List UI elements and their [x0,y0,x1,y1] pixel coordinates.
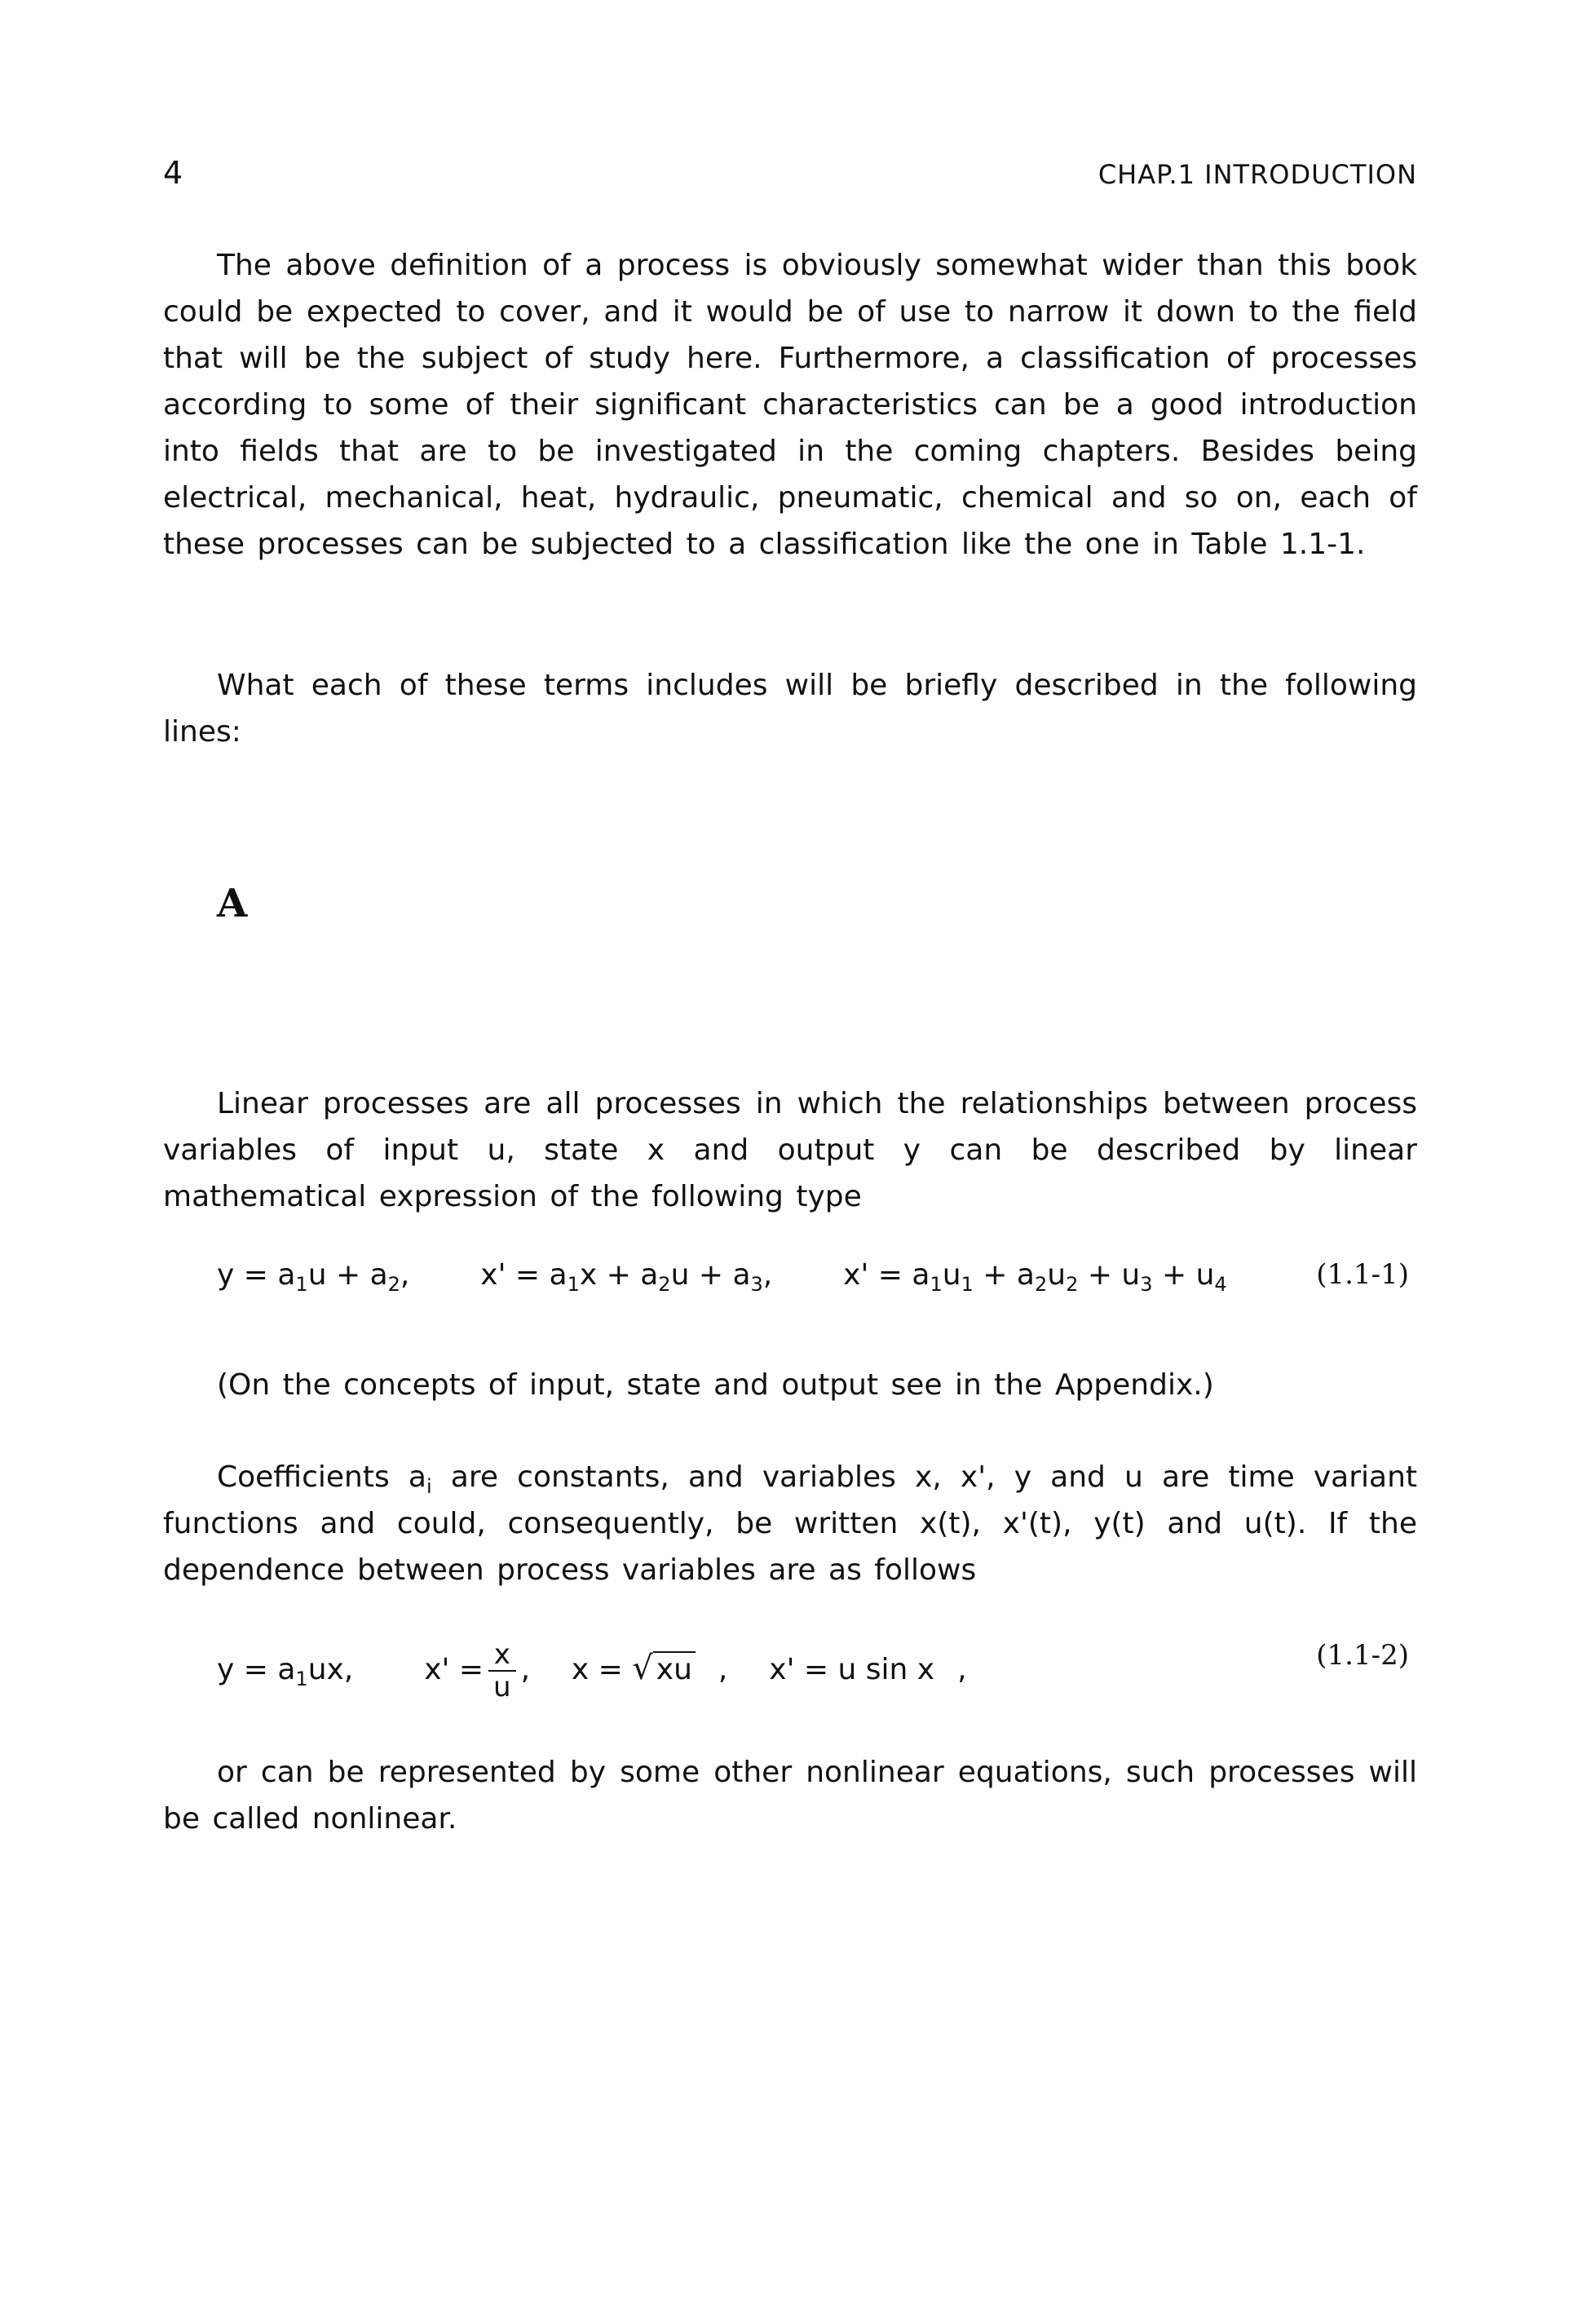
eq2-c-pre: x = [571,1653,623,1686]
paragraph-terms-intro: What each of these terms includes will be briefly described in the following lines: [163,669,1417,749]
eq2-c-end: , [718,1653,728,1686]
eq2-a-pre: y = a [217,1653,296,1686]
eq1-term-a [217,1258,410,1296]
eq2-b-end: , [520,1653,531,1686]
eq1-b-sub3: 3 [750,1273,763,1296]
equation-1-1-2-body [217,1639,967,1703]
eq1-a-pre: y = a [217,1258,296,1292]
equation-1-1-2 [217,1639,1417,1704]
eq1-a-sub2: 2 [387,1273,400,1296]
eq1-c-sub1: 1 [930,1273,943,1296]
paragraph-nonlinear: or can be represented by some other nonlinear equations, such processes will be called nonlinear. [163,1756,1417,1836]
paragraph-process-classification: The above definition of a process is obviously somewhat wider than this book could be expected to cover, and it would be of use to narrow it down to the field that will be the subject of study here. Furthermore, a classification of processes according to some of their significant characteristics can be a good introduction into fields that are to be investigated in the coming chapters. Besides being electrical, mechanical, heat, hydraulic, pneumatic, chemical and so on, each of these processes can be subjected to a classification like the one in Table 1.1-1. [163,249,1417,561]
eq1-c-sub3: 2 [1034,1273,1048,1296]
eq1-c-m1: + a [973,1258,1035,1292]
equation-number-1-1-1: (1.1-1) [1316,1258,1409,1291]
p5-text-1: Coefficients a [217,1460,426,1494]
eq1-term-c [843,1258,1227,1296]
p5-sub-i: i [426,1475,432,1498]
eq1-c-u1: u [942,1258,961,1292]
eq2-frac-numerator: x [488,1639,516,1672]
eq2-term-b [424,1638,531,1703]
eq1-c-sub5: 3 [1140,1273,1153,1296]
eq1-b-m2: u + a [670,1258,751,1292]
eq1-b-end: , [762,1258,773,1292]
eq2-d-end: , [957,1653,967,1686]
eq1-c-sub6: 4 [1214,1273,1227,1296]
eq2-a-sub1: 1 [295,1668,308,1690]
equation-1-1-1-body [217,1258,1227,1296]
eq2-term-c [571,1650,728,1687]
eq1-c-m3: + u [1152,1258,1215,1292]
eq2-term-d [769,1653,966,1686]
eq1-a-end: , [400,1258,410,1292]
eq1-b-sub2: 2 [658,1273,671,1296]
paragraph-appendix-note: (On the concepts of input, state and output see in the Appendix.) [217,1368,1214,1402]
running-head: CHAP.1 INTRODUCTION [1098,159,1417,190]
eq2-frac-denominator: u [493,1671,511,1703]
eq1-b-sub1: 1 [567,1273,580,1296]
paragraph-coefficients [163,1454,1417,1593]
eq1-c-pre: x' = a [843,1258,930,1292]
eq2-fraction [488,1639,516,1703]
eq1-b-m1: x + a [579,1258,659,1292]
eq1-a-sub1: 1 [295,1273,308,1296]
square-root-icon [632,1650,696,1687]
eq1-c-sub2: 1 [961,1273,974,1296]
eq2-radicand: xu [653,1651,696,1686]
eq2-term-a [217,1653,354,1690]
page-header [163,155,1417,191]
eq1-c-sub4: 2 [1066,1273,1079,1296]
eq2-d-text: x' = u sin x [769,1653,935,1686]
eq1-b-pre: x' = a [480,1258,568,1292]
eq1-c-m2: + u [1078,1258,1141,1292]
eq1-term-b [480,1258,773,1296]
eq1-c-u2: u [1047,1258,1067,1292]
section-heading-letter: A [217,881,248,926]
paragraph-linear-processes: Linear processes are all processes in which the relationships between process variables of input u, state x and output y can be described by linear mathematical expression of the following type [163,1087,1417,1213]
eq2-b-pre: x' = [424,1653,484,1686]
equation-number-1-1-2: (1.1-2) [1316,1639,1409,1672]
p5-text-2: are constants, and variables x, x', y and u are time variant functions and could, consequently, be written x(t), x'(t), y(t) and u(t). If the dependence between process variables are as follows [163,1460,1418,1587]
eq2-a-end: ux, [307,1653,354,1686]
eq2-radical-sign: √ [632,1650,653,1687]
eq1-a-mid: u + a [307,1258,388,1292]
page-number: 4 [163,155,183,191]
